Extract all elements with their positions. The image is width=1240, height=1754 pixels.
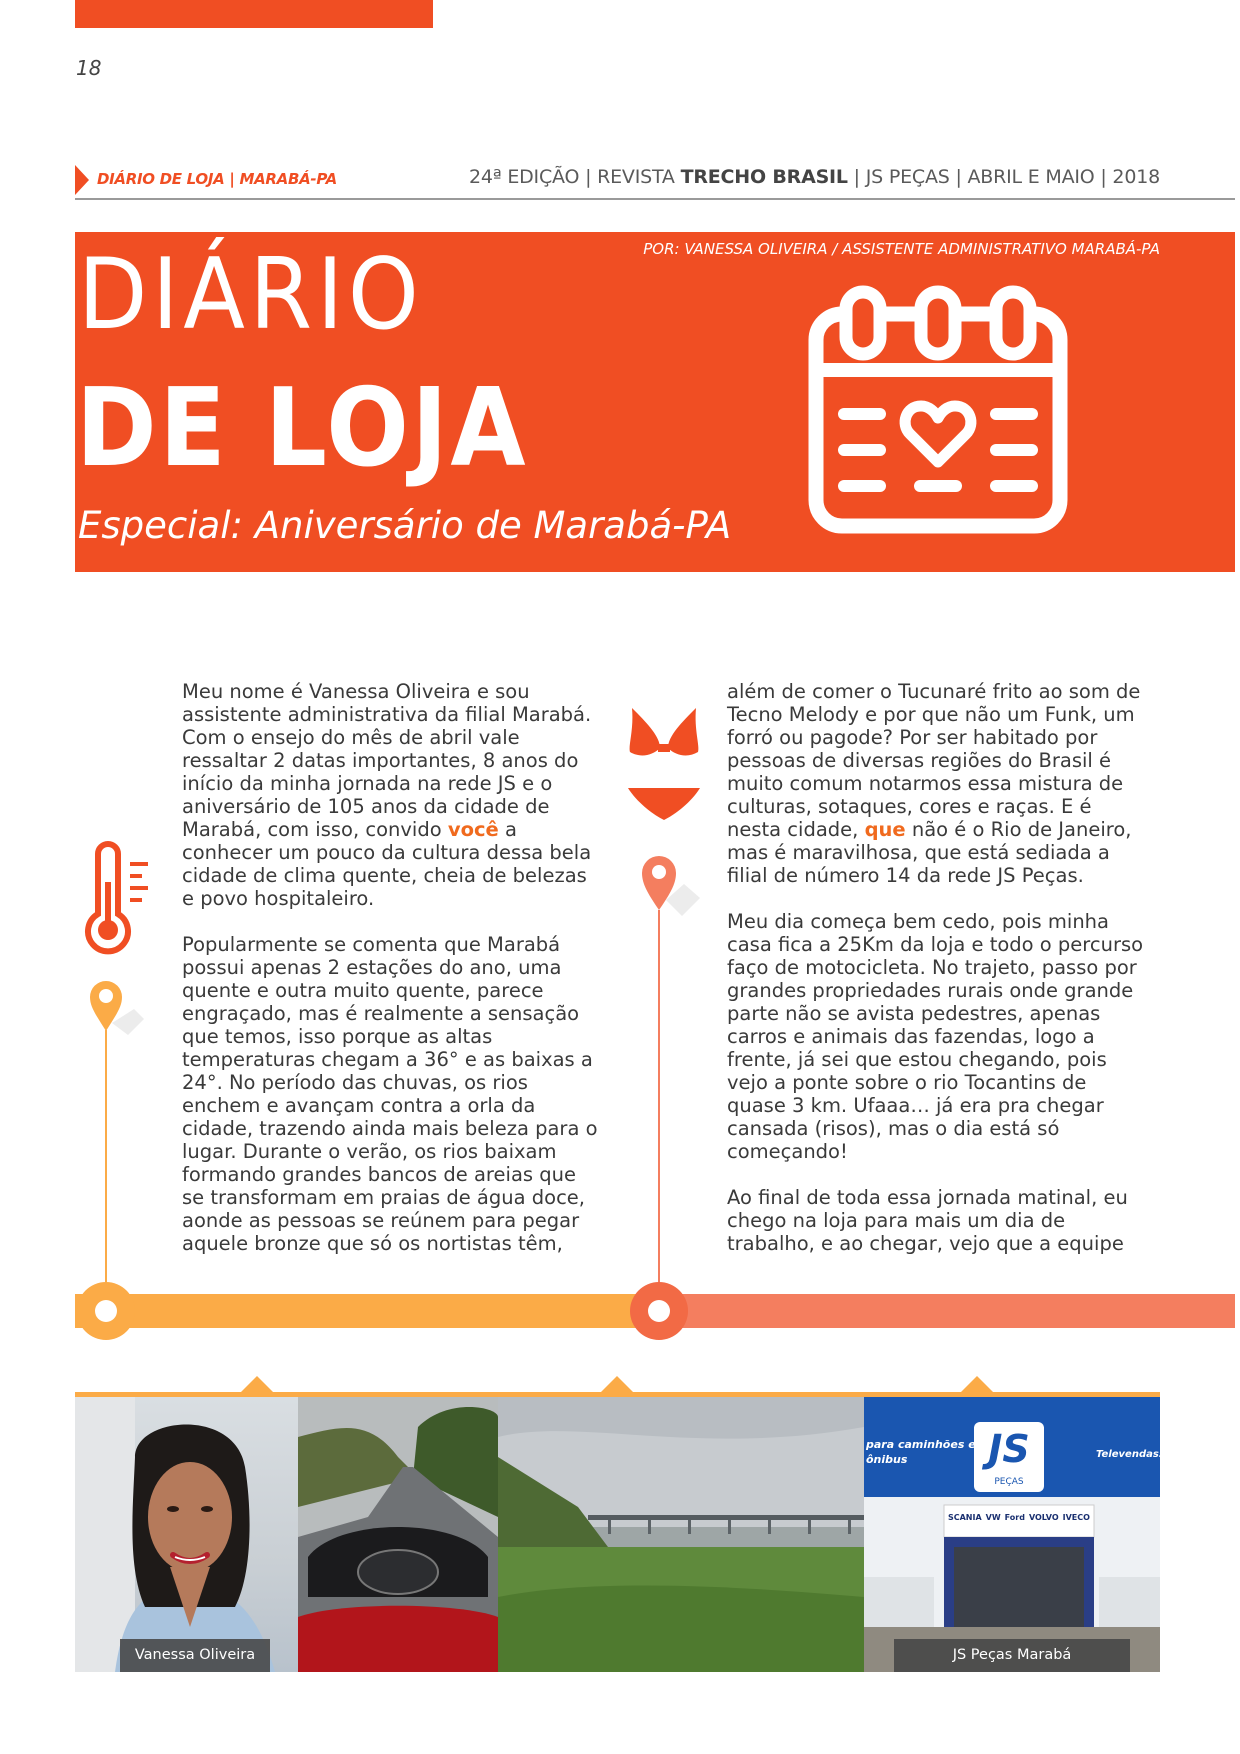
timeline-bar-left <box>75 1294 675 1328</box>
brand-iveco: IVECO <box>1062 1513 1090 1522</box>
edition-magazine: TRECHO BRASIL <box>680 166 848 188</box>
paragraph: Meu dia começa bem cedo, pois minha casa fica a 25Km da loja e todo o percurso faço de motocicleta. No trajeto, passo por grandes propriedades rurais onde grande parte não se avista pedestres, apenas carros e animais das fazendas, logo a frente, já sei que estou chegando, pois vejo a ponte sobre o rio Tocantins de quase 3 km. Ufaaa… já era pra chegar cansada (risos), mas o dia está só começando! <box>727 910 1144 1163</box>
text-run: Meu nome é Vanessa Oliveira e sou assistente administrativa da filial Marabá. Com o ensejo do mês de abril vale ressaltar 2 datas importantes, 8 anos do início da minha jornada na rede JS e o aniversário de 105 anos da cidade de Marabá, com isso, convido <box>182 680 592 841</box>
portrait-illustration <box>75 1397 298 1672</box>
brand-logos <box>946 1513 1092 1522</box>
paragraph: Popularmente se comenta que Marabá possui apenas 2 estações do ano, uma quente e outra muito quente, parece engraçado, mas é realmente a sensação que temos, isso porque as altas temperaturas chegam a 36° e as baixas a 24°. No período das chuvas, os rios enchem e avançam contra a orla da cidade, trazendo ainda mais beleza para o lugar. Durante o verão, os rios baixam formando grandes bancos de areias que se transformam em praias de água doce, aonde as pessoas se reúnem para pegar aquele bronze que só os nortistas têm, <box>182 933 598 1255</box>
highlight-word: que <box>864 818 906 841</box>
thermometer-icon <box>80 842 156 954</box>
brand-vw: VW <box>985 1513 1001 1522</box>
bikini-icon <box>624 700 704 825</box>
pointer-triangle <box>960 1376 994 1393</box>
article-column-left <box>182 680 602 1278</box>
text-run: não é o Rio de Janeiro, mas é maravilhosa, que está sediada a filial de número 14 da rede JS Peças. <box>727 818 1132 887</box>
subtitle: Especial: Aniversário de Marabá-PA <box>78 504 732 547</box>
article-column-right <box>727 680 1147 1278</box>
timeline-bar-right <box>660 1294 1235 1328</box>
store-sign-text: para caminhões e ônibus <box>866 1438 976 1466</box>
section-arrow-icon <box>75 165 89 195</box>
highlight-word: você <box>447 818 499 841</box>
photo-portrait <box>75 1397 298 1672</box>
photo-motorcycle <box>298 1397 498 1672</box>
paragraph <box>727 680 1147 887</box>
header-divider <box>75 198 1235 200</box>
text-run: a conhecer um pouco da cultura dessa bela cidade de clima quente, cheia de belezas e povo hospitaleiro. <box>182 818 592 910</box>
timeline-node-left <box>77 1282 135 1340</box>
page-number: 18 <box>76 56 102 80</box>
photo-caption: JS Peças Marabá <box>894 1639 1130 1672</box>
store-logo: JS <box>988 1427 1030 1471</box>
section-label: DIÁRIO DE LOJA | MARABÁ-PA <box>97 170 337 188</box>
calendar-heart-icon <box>808 284 1068 534</box>
paragraph: Ao final de toda essa jornada matinal, eu chego na loja para mais um dia de trabalho, e ao chegar, vejo que a equipe <box>727 1186 1128 1255</box>
photo-bridge <box>498 1397 864 1672</box>
store-phone-text: Televendas: (94 <box>1096 1449 1185 1460</box>
edition-info <box>469 166 1160 188</box>
timeline-connector-left <box>105 1030 107 1295</box>
byline: POR: VANESSA OLIVEIRA / ASSISTENTE ADMINISTRATIVO MARABÁ-PA <box>643 240 1160 258</box>
timeline-connector-middle <box>658 910 660 1295</box>
brand-ford: Ford <box>1004 1513 1025 1522</box>
top-accent-bar <box>75 0 433 28</box>
title-line-1: DIÁRIO <box>78 238 424 352</box>
store-logo-sub: PEÇAS <box>994 1477 1024 1487</box>
photo-caption: Vanessa Oliveira <box>120 1639 270 1672</box>
title-line-2: DE LOJA <box>76 366 529 491</box>
motorcycle-illustration <box>298 1397 498 1672</box>
paragraph <box>182 680 602 910</box>
text-run: além de comer o Tucunaré frito ao som de Tecno Melody e por que não um Funk, um forró ou pagode? Por ser habitado por pessoas de diversas regiões do Brasil é muito comum notarmos essa mistura de culturas, sotaques, cores e raças. E é nesta cidade, <box>727 680 1141 841</box>
location-pin-icon <box>88 975 144 1035</box>
bridge-landscape <box>498 1397 864 1672</box>
photo-store <box>864 1397 1185 1672</box>
location-pin-icon <box>640 850 700 916</box>
timeline-node-middle <box>630 1282 688 1340</box>
pointer-triangle <box>600 1376 634 1393</box>
edition-post: | JS PEÇAS | ABRIL E MAIO | 2018 <box>847 166 1160 188</box>
edition-pre: 24ª EDIÇÃO | REVISTA <box>468 166 681 188</box>
brand-volvo: VOLVO <box>1028 1513 1059 1522</box>
brand-scania: SCANIA <box>947 1513 982 1522</box>
pointer-triangle <box>240 1376 274 1393</box>
